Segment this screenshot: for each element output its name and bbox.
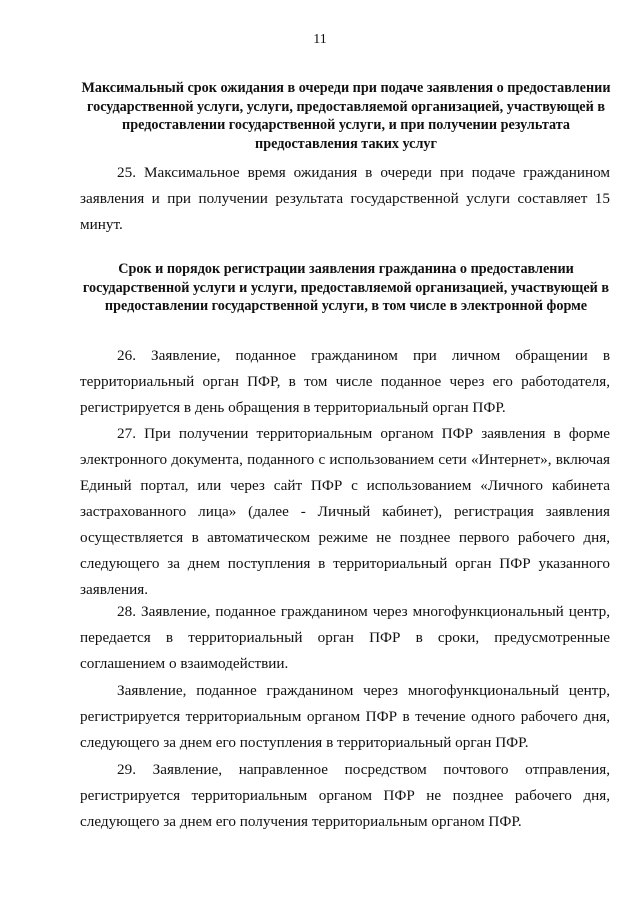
paragraph-29: 29. Заявление, направленное посредством почтового отправления, регистрируется территориальным органом ПФР не позднее рабочего дня, следующего за днем его получения территориальным органом ПФР.	[80, 761, 610, 830]
paragraph-26: 26. Заявление, поданное гражданином при личном обращении в территориальный орган ПФР, в том числе поданное через его работодателя, регистрируется в день обращения в территориальный орган ПФР.	[80, 347, 610, 416]
page-number: 11	[313, 32, 327, 47]
paragraph-28-continued: Заявление, поданное гражданином через многофункциональный центр, регистрируется территориальным органом ПФР в течение одного рабочего дня, следующего за днем его поступления в территориальный орган ПФР.	[80, 682, 610, 751]
section-heading-waiting-time: Максимальный срок ожидания в очереди при подаче заявления о предоставлении государственной услуги, услуги, предоставляемой организацией, участвующей в предоставлении государственной услуги, и при получении результата предоставления таких услуг	[81, 80, 611, 152]
section-heading-registration: Срок и порядок регистрации заявления гражданина о предоставлении государственной услуги и услуги, предоставляемой организацией, участвующей в предоставлении государственной услуги, в том числе в электронной форме	[82, 261, 610, 314]
paragraph-27: 27. При получении территориальным органом ПФР заявления в форме электронного документа, поданного с использованием сети «Интернет», включая Единый портал, или через сайт ПФР с использованием «Личного кабинета застрахованного лица» (далее - Личный кабинет), регистрация заявления осуществляется в автоматическом режиме не позднее первого рабочего дня, следующего за днем поступления в территориальный орган ПФР указанного заявления.	[80, 425, 610, 598]
paragraph-25: 25. Максимальное время ожидания в очереди при подаче гражданином заявления и при получении результата государственной услуги составляет 15 минут.	[80, 164, 610, 233]
paragraph-28: 28. Заявление, поданное гражданином через многофункциональный центр, передается в территориальный орган ПФР в сроки, предусмотренные соглашением о взаимодействии.	[80, 603, 610, 672]
